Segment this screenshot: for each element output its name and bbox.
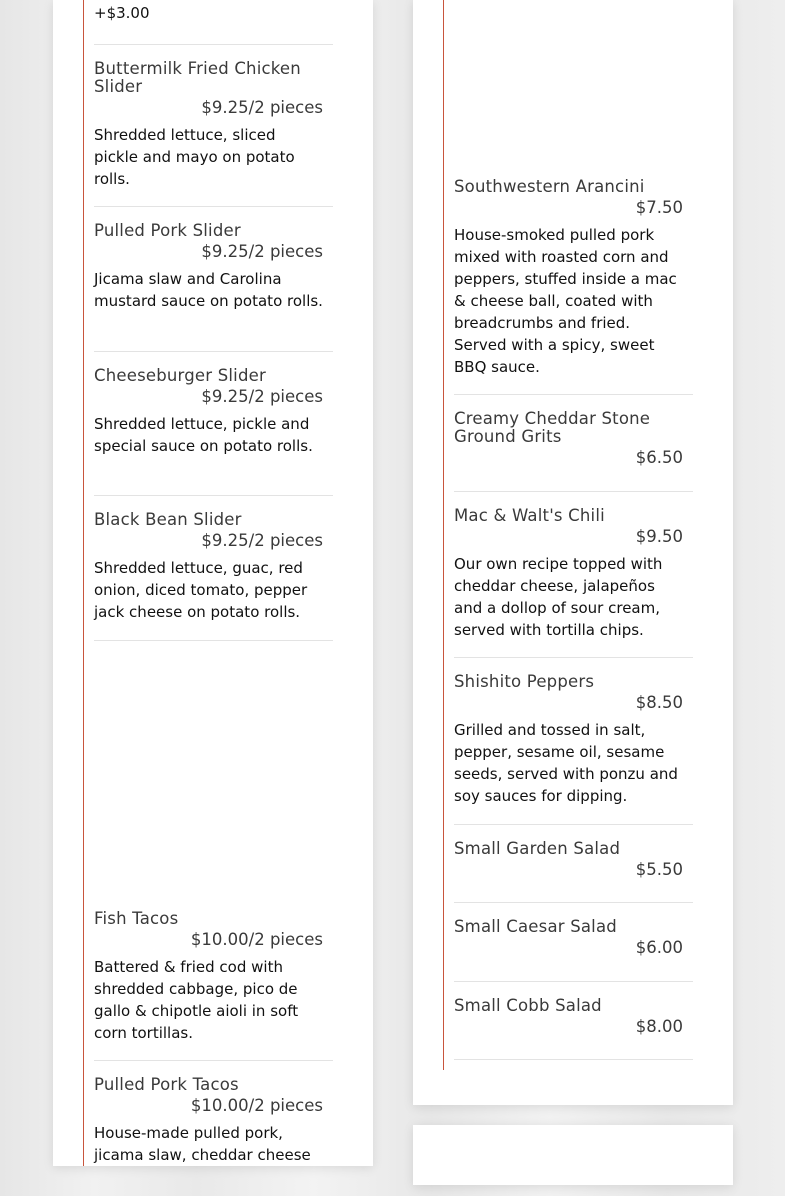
- item-price: $8.50: [635, 693, 683, 712]
- menu-item-fragment: [94, 0, 333, 45]
- item-description: Jicama slaw and Carolina mustard sauce on potato rolls.: [94, 270, 323, 310]
- item-name: Buttermilk Fried Chicken Slider: [94, 59, 301, 96]
- item-price: $8.00: [635, 1017, 683, 1036]
- item-description: [94, 0, 333, 24]
- item-price: $5.50: [635, 860, 683, 879]
- menu-item: [454, 410, 693, 492]
- item-name: Small Cobb Salad: [454, 996, 602, 1015]
- menu-item: [454, 997, 693, 1060]
- item-description: Shredded lettuce, guac, red onion, diced tomato, pepper jack cheese on potato rolls.: [94, 559, 308, 621]
- left-accent-rule: [83, 0, 84, 1166]
- item-name: Shishito Peppers: [454, 672, 595, 691]
- item-price: $9.25/2 pieces: [201, 531, 323, 550]
- item-description: Battered & fried cod with shredded cabbage, pico de gallo & chipotle aioli in soft corn tortillas.: [94, 958, 299, 1042]
- item-price: $9.50: [635, 527, 683, 546]
- menu-item: [454, 918, 693, 982]
- item-price: $10.00/2 pieces: [190, 930, 323, 949]
- item-description: Shredded lettuce, sliced pickle and mayo on potato rolls.: [94, 126, 295, 188]
- item-price: $7.50: [635, 198, 683, 217]
- item-description: Our own recipe topped with cheddar cheese, jalapeños and a dollop of sour cream, served with tortilla chips.: [454, 555, 663, 639]
- item-name: Small Garden Salad: [454, 839, 621, 858]
- menu-item: [94, 60, 333, 207]
- item-name: Small Caesar Salad: [454, 917, 617, 936]
- menu-column-left: [53, 0, 373, 1166]
- item-price: $6.50: [635, 448, 683, 467]
- item-name: Black Bean Slider: [94, 510, 242, 529]
- fragment-line-2: +$3.00: [94, 4, 150, 22]
- item-name: Mac & Walt's Chili: [454, 506, 605, 525]
- item-name: Pulled Pork Tacos: [94, 1075, 239, 1094]
- menu-item: [454, 178, 693, 395]
- right-accent-rule: [443, 0, 444, 1070]
- item-name: Cheeseburger Slider: [94, 366, 266, 385]
- item-name: Creamy Cheddar Stone Ground Grits: [454, 409, 651, 446]
- item-description: House-made pulled pork, jicama slaw, cheddar cheese: [94, 1124, 311, 1164]
- item-price: $10.00/2 pieces: [190, 1096, 323, 1115]
- menu-item: [94, 910, 333, 1061]
- menu-item: [94, 222, 333, 352]
- item-description: House-smoked pulled pork mixed with roasted corn and peppers, stuffed inside a mac & cheese ball, coated with breadcrumbs and fried. Served with a spicy, sweet BBQ sauce.: [454, 226, 677, 376]
- menu-item: [454, 507, 693, 658]
- menu-item: [454, 673, 693, 825]
- item-price: $9.25/2 pieces: [201, 387, 323, 406]
- item-description: Shredded lettuce, pickle and special sauce on potato rolls.: [94, 415, 313, 455]
- menu-item: [454, 840, 693, 903]
- menu-card-next: [413, 1125, 733, 1185]
- item-price: $9.25/2 pieces: [201, 242, 323, 261]
- menu-column-right: [413, 0, 733, 1105]
- item-name: Pulled Pork Slider: [94, 221, 241, 240]
- item-name: Southwestern Arancini: [454, 177, 645, 196]
- menu-item: [94, 511, 333, 641]
- menu-item: [94, 1076, 333, 1196]
- item-description: Grilled and tossed in salt, pepper, sesame oil, sesame seeds, served with ponzu and soy sauces for dipping.: [454, 721, 678, 805]
- menu-item: [94, 367, 333, 496]
- item-price: $9.25/2 pieces: [201, 98, 323, 117]
- item-name: Fish Tacos: [94, 909, 179, 928]
- item-price: $6.00: [635, 938, 683, 957]
